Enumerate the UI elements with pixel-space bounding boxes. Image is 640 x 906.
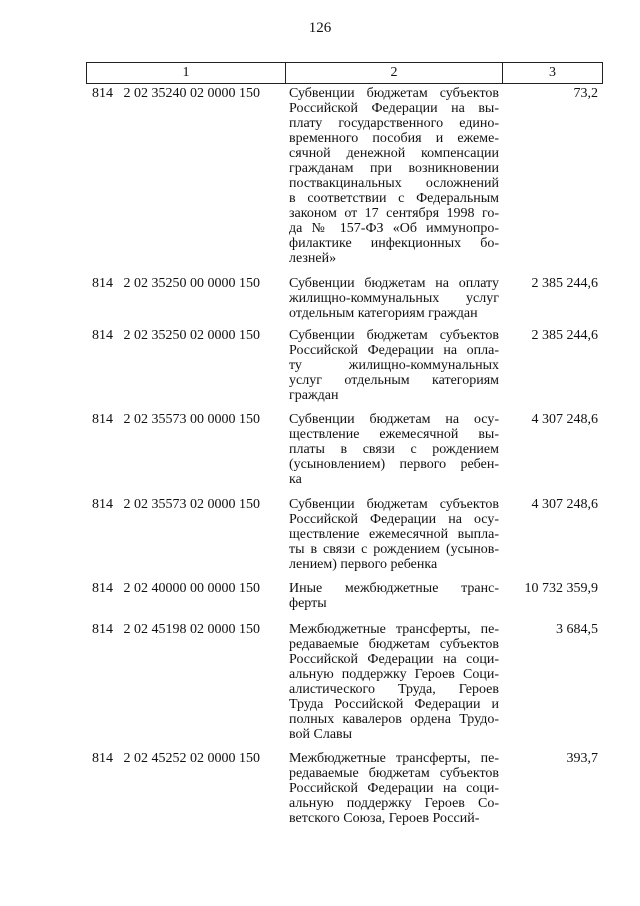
row-value: 2 385 244,6 bbox=[531, 276, 598, 291]
description-line: Российской Федерации на соци- bbox=[289, 781, 499, 796]
description-line: ферты bbox=[289, 596, 327, 611]
row-description bbox=[289, 581, 499, 611]
description-line: ществление ежемесячной вы- bbox=[289, 427, 499, 442]
description-line: филактике инфекционных бо- bbox=[289, 236, 499, 251]
table-header-col-2: 2 bbox=[285, 62, 503, 84]
description-line: Субвенции бюджетам субъектов bbox=[289, 328, 499, 343]
row-value: 73,2 bbox=[573, 86, 598, 101]
description-line: альную поддержку Героев Со- bbox=[289, 796, 499, 811]
budget-code: 814 2 02 35240 02 0000 150 bbox=[92, 86, 260, 101]
row-description bbox=[289, 328, 499, 403]
description-line: Субвенции бюджетам субъектов bbox=[289, 86, 499, 101]
description-line: вой Славы bbox=[289, 727, 353, 742]
budget-code: 814 2 02 45198 02 0000 150 bbox=[92, 622, 260, 637]
budget-code: 814 2 02 35573 00 0000 150 bbox=[92, 412, 260, 427]
description-line: услуг отдельным категориям bbox=[289, 373, 499, 388]
description-line: Труда Российской Федерации и bbox=[289, 697, 499, 712]
description-line: ка bbox=[289, 472, 302, 487]
description-line: альную поддержку Героев Соци- bbox=[289, 667, 499, 682]
description-line: лезней» bbox=[289, 251, 337, 266]
description-line: плату государственного едино- bbox=[289, 116, 499, 131]
description-line: сячной денежной компенсации bbox=[289, 146, 499, 161]
row-value: 4 307 248,6 bbox=[531, 412, 598, 427]
description-line: редаваемые бюджетам субъектов bbox=[289, 637, 499, 652]
row-description bbox=[289, 497, 499, 572]
table-header-col-3: 3 bbox=[502, 62, 603, 84]
description-line: гражданам при возникновении bbox=[289, 161, 499, 176]
description-line: Субвенции бюджетам на осу- bbox=[289, 412, 499, 427]
description-line: Межбюджетные трансферты, пе- bbox=[289, 622, 499, 637]
row-description bbox=[289, 412, 499, 487]
description-line: ту жилищно-коммунальных bbox=[289, 358, 499, 373]
description-line: полных кавалеров ордена Трудо- bbox=[289, 712, 499, 727]
description-line: отдельным категориям граждан bbox=[289, 306, 478, 321]
description-line: Субвенции бюджетам на оплату bbox=[289, 276, 499, 291]
table-header-col-1: 1 bbox=[86, 62, 286, 84]
description-line: лением) первого ребенка bbox=[289, 557, 438, 572]
description-line: (усыновлением) первого ребен- bbox=[289, 457, 499, 472]
row-description bbox=[289, 751, 499, 826]
description-line: ществление ежемесячной выпла- bbox=[289, 527, 499, 542]
description-line: граждан bbox=[289, 388, 339, 403]
description-line: редаваемые бюджетам субъектов bbox=[289, 766, 499, 781]
row-description bbox=[289, 622, 499, 742]
description-line: поствакцинальных осложнений bbox=[289, 176, 499, 191]
description-line: алистического Труда, Героев bbox=[289, 682, 499, 697]
description-line: Российской Федерации на соци- bbox=[289, 652, 499, 667]
row-value: 3 684,5 bbox=[556, 622, 598, 637]
description-line: платы в связи с рождением bbox=[289, 442, 499, 457]
description-line: жилищно-коммунальных услуг bbox=[289, 291, 499, 306]
description-line: в соответствии с Федеральным bbox=[289, 191, 499, 206]
description-line: Иные межбюджетные транс- bbox=[289, 581, 499, 596]
description-line: временного пособия и ежеме- bbox=[289, 131, 499, 146]
row-value: 2 385 244,6 bbox=[531, 328, 598, 343]
row-value: 10 732 359,9 bbox=[524, 581, 598, 596]
description-line: Российской Федерации на осу- bbox=[289, 512, 499, 527]
description-line: Российской Федерации на опла- bbox=[289, 343, 499, 358]
budget-code: 814 2 02 45252 02 0000 150 bbox=[92, 751, 260, 766]
description-line: законом от 17 сентября 1998 го- bbox=[289, 206, 499, 221]
row-value: 4 307 248,6 bbox=[531, 497, 598, 512]
description-line: ты в связи с рождением (усынов- bbox=[289, 542, 499, 557]
description-line: Субвенции бюджетам субъектов bbox=[289, 497, 499, 512]
budget-code: 814 2 02 35573 02 0000 150 bbox=[92, 497, 260, 512]
row-description bbox=[289, 86, 499, 266]
description-line: Межбюджетные трансферты, пе- bbox=[289, 751, 499, 766]
row-value: 393,7 bbox=[566, 751, 598, 766]
description-line: да № 157-ФЗ «Об иммунопро- bbox=[289, 221, 499, 236]
page-number: 126 bbox=[308, 20, 332, 36]
description-line: Российской Федерации на вы- bbox=[289, 101, 499, 116]
row-description bbox=[289, 276, 499, 321]
description-line: ветского Союза, Героев Россий- bbox=[289, 811, 480, 826]
budget-code: 814 2 02 35250 00 0000 150 bbox=[92, 276, 260, 291]
budget-code: 814 2 02 40000 00 0000 150 bbox=[92, 581, 260, 596]
budget-code: 814 2 02 35250 02 0000 150 bbox=[92, 328, 260, 343]
